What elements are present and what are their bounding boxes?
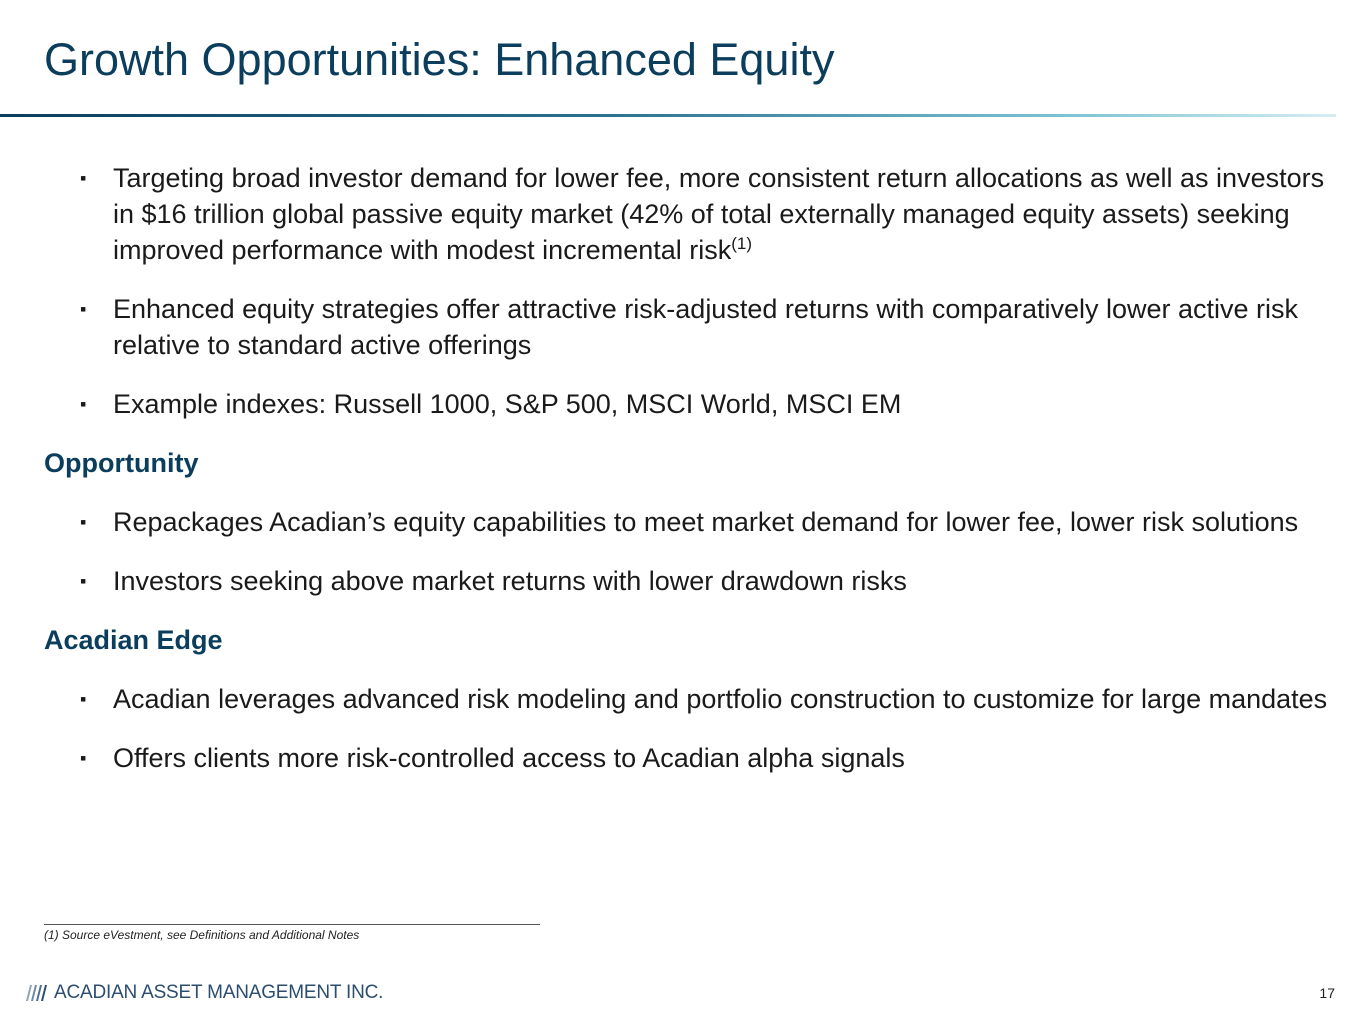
page-number: 17 (1319, 985, 1335, 1001)
bullet-marker: ▪ (80, 748, 87, 768)
list-item (44, 681, 1334, 717)
footnote: (1) Source eVestment, see Definitions and Additional Notes (44, 928, 360, 942)
list-item (44, 740, 1334, 776)
title-divider (0, 114, 1336, 117)
list-item (44, 386, 1334, 422)
bullet-text: Example indexes: Russell 1000, S&P 500, MSCI World, MSCI EM (113, 389, 902, 419)
slide-title: Growth Opportunities: Enhanced Equity (44, 34, 835, 85)
bullet-marker: ▪ (80, 571, 87, 591)
list-item (44, 291, 1334, 363)
acadian-edge-heading: Acadian Edge (44, 625, 223, 655)
footnote-divider (44, 924, 540, 925)
bullet-marker: ▪ (80, 512, 87, 532)
bullet-marker: ▪ (80, 168, 87, 188)
acadian-stripes-icon (26, 985, 50, 1001)
bullet-text: Targeting broad investor demand for lower fee, more consistent return allocations as well as investors in $16 trillion global passive equity market (42% of total externally managed equity assets) seeking improved performance with modest incremental risk (113, 163, 1325, 265)
opportunity-list (44, 504, 1334, 599)
logo-text: ACADIAN ASSET MANAGEMENT INC. (54, 982, 384, 1003)
bullet-text: Investors seeking above market returns with lower drawdown risks (113, 566, 907, 596)
company-logo (26, 982, 383, 1004)
overview-list (44, 160, 1334, 422)
bullet-marker: ▪ (80, 689, 87, 709)
bullet-text: Acadian leverages advanced risk modeling and portfolio construction to customize for large mandates (113, 684, 1328, 714)
list-item (44, 563, 1334, 599)
list-item (44, 504, 1334, 540)
edge-list (44, 681, 1334, 776)
bullet-text: Repackages Acadian’s equity capabilities to meet market demand for lower fee, lower risk solutions (113, 507, 1299, 537)
slide-content (44, 160, 1334, 799)
opportunity-heading: Opportunity (44, 448, 199, 478)
list-item (44, 160, 1334, 268)
bullet-text: Enhanced equity strategies offer attractive risk-adjusted returns with comparatively lower active risk relative to standard active offerings (113, 294, 1299, 360)
footnote-reference: (1) (731, 234, 753, 253)
bullet-marker: ▪ (80, 394, 87, 414)
bullet-text: Offers clients more risk-controlled access to Acadian alpha signals (113, 743, 905, 773)
bullet-marker: ▪ (80, 299, 87, 319)
